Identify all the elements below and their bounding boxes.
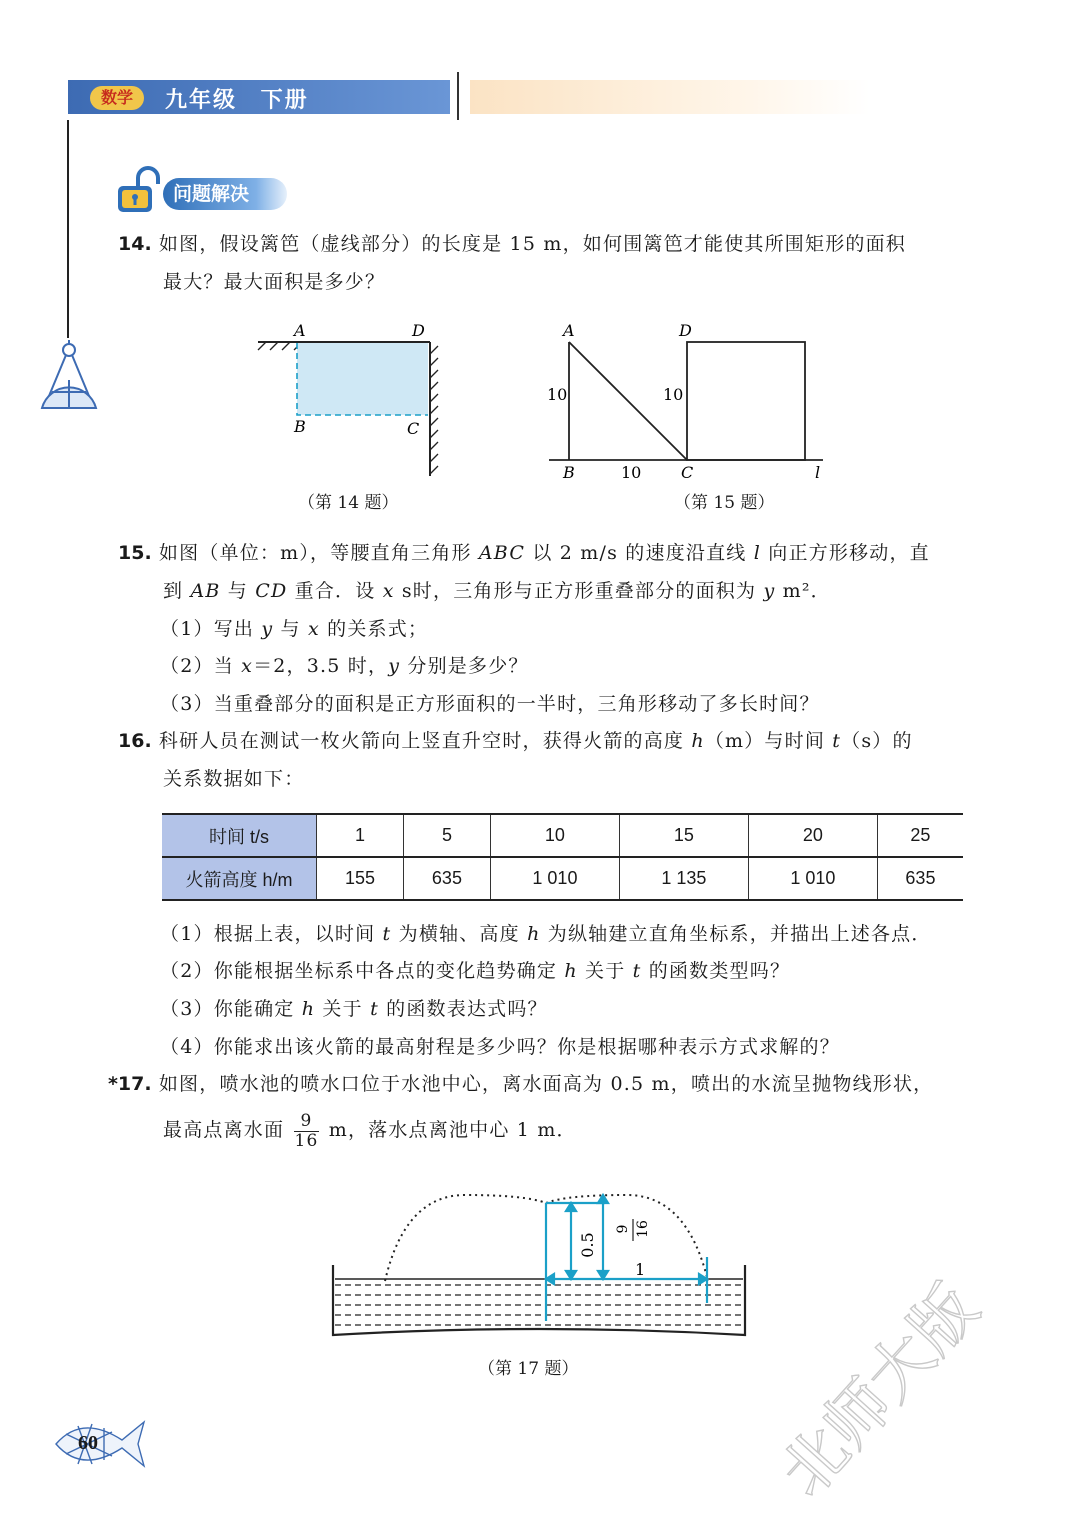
q14-number: 14. [118,233,152,255]
watermark-text: 北师大版 [766,1270,994,1511]
fig14-label-c: C [407,419,420,438]
q16-sub1: （1）根据上表，以时间 t 为横轴、高度 h 为纵轴建立直角坐标系，并描出上述各点． [160,923,932,945]
fig17-w-label: 1 [635,1260,646,1279]
fig15-label-d: D [679,321,692,340]
fig15-len-ab: 10 [547,385,568,404]
table-cell: 155 [317,857,404,900]
lock-icon [112,166,164,216]
header-gradient [470,80,870,114]
figure-14 [250,318,450,488]
fig15-len-cd: 10 [663,385,684,404]
fig14-label-b: B [294,417,306,436]
fig17-caption: （第 17 题） [478,1359,579,1379]
q14-line2: 最大？最大面积是多少？ [163,271,386,293]
fig14-label-d: D [412,321,425,340]
table-cell: 1 135 [619,857,748,900]
table-row [162,814,963,857]
q15-sub1: （1）写出 y 与 x 的关系式； [160,618,429,640]
page-number: 60 [78,1432,98,1454]
fig15-label-a: A [563,321,575,340]
q16-line1: 16. 科研人员在测试一枚火箭向上竖直升空时，获得火箭的高度 h（m）与时间 t（s）的 [118,730,913,752]
fig15-label-b: B [563,463,575,482]
q14-line1: 14. 如图，假设篱笆（虚线部分）的长度是 15 m，如何围篱笆才能使其所围矩形的面积 [118,233,906,255]
table-cell: 25 [877,814,963,857]
fig15-caption: （第 15 题） [674,493,775,513]
margin-line [67,120,69,338]
fig17-frac-num: 9 [615,1224,631,1234]
table-header-height: 火箭高度 h/m [162,857,317,900]
q16-sub3: （3）你能确定 h 关于 t 的函数表达式吗？ [160,998,548,1020]
table-cell: 1 [317,814,404,857]
fig17-h-label: 0.5 [578,1232,597,1258]
fig17-frac-den: 16 [635,1220,651,1238]
table-cell: 20 [748,814,877,857]
q17-line1: *17. 如图，喷水池的喷水口位于水池中心，离水面高为 0.5 m，喷出的水流呈抛物线形状， [108,1073,934,1095]
q16-sub4: （4）你能求出该火箭的最高射程是多少吗？你是根据哪种表示方式求解的？ [160,1036,840,1058]
table-cell: 5 [403,814,490,857]
grade-label: 九年级 下册 [165,88,309,113]
q16-line2: 关系数据如下： [163,768,305,790]
compass-icon [38,340,100,416]
q15-line1: 15. 如图（单位：m），等腰直角三角形 ABC 以 2 m/s 的速度沿直线 l 向正方形移动，直 [118,542,930,564]
table-cell: 1 010 [490,857,619,900]
q17-fraction: $\frac{9}{16}$ [294,1110,319,1151]
header-separator [457,72,459,120]
q15-sub2: （2）当 x＝2，3.5 时，y 分别是多少？ [160,655,529,677]
fig14-label-a: A [294,321,306,340]
fig15-label-l: l [815,463,821,482]
table-cell: 635 [403,857,490,900]
q17-line2: 最高点离水面 $\frac{9}{16}$ m，落水点离池中心 1 m． [163,1110,577,1151]
q16-sub2: （2）你能根据坐标系中各点的变化趋势确定 h 关于 t 的函数类型吗？ [160,960,791,982]
figure-17 [325,1185,755,1345]
table-cell: 10 [490,814,619,857]
figure-15 [545,318,835,488]
watermark [760,1200,1080,1520]
data-table [162,813,963,901]
fig14-caption: （第 14 题） [298,493,399,513]
q15-line2: 到 AB 与 CD 重合．设 x s时，三角形与正方形重叠部分的面积为 y m²． [163,580,831,602]
table-cell: 15 [619,814,748,857]
fish-icon [52,1412,148,1476]
table-cell: 635 [877,857,963,900]
table-cell: 1 010 [748,857,877,900]
section-tag: 问题解决 [163,178,287,210]
fig15-label-c: C [681,463,694,482]
q15-sub3: （3）当重叠部分的面积是正方形面积的一半时，三角形移动了多长时间？ [160,693,820,715]
table-row [162,857,963,900]
table-header-time: 时间 t/s [162,814,317,857]
subject-badge: 数学 [90,86,144,110]
fig15-len-bc: 10 [621,463,642,482]
